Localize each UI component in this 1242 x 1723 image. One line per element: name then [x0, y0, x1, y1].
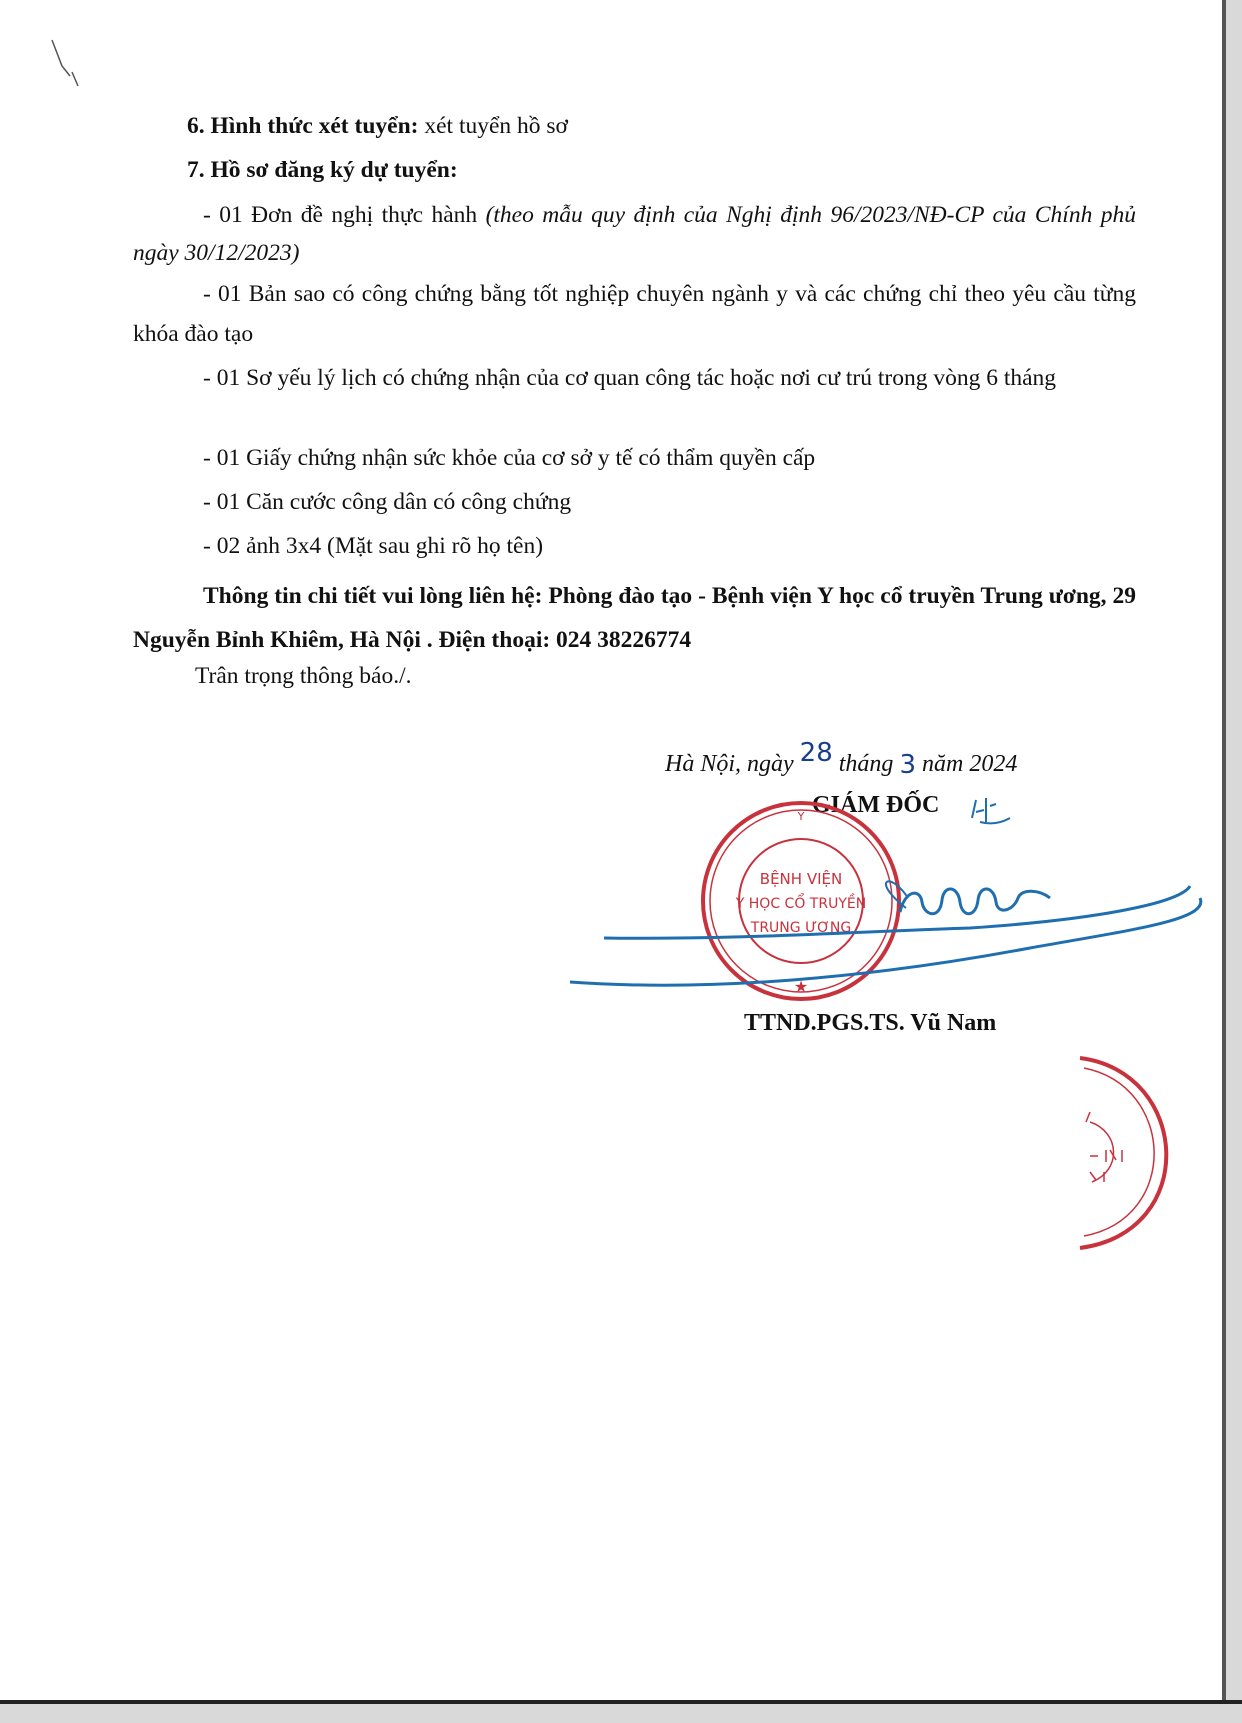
page-right-edge	[1222, 0, 1226, 1700]
signature-title: GIÁM ĐỐC	[812, 792, 940, 818]
document-item-1-text: - 01 Đơn đề nghị thực hành	[203, 202, 486, 228]
svg-text:Y: Y	[797, 810, 805, 823]
partial-seal-stamp	[1070, 1052, 1180, 1252]
date-month-word: tháng	[832, 751, 900, 777]
document-item-1	[133, 196, 1136, 272]
section-6-label: Hình thức xét tuyển:	[210, 113, 419, 139]
stamp-star-icon: ★	[793, 977, 809, 996]
document-item-5: - 01 Căn cước công dân có công chứng	[203, 489, 572, 515]
date-year: năm 2024	[915, 751, 1018, 777]
initials-mark	[966, 792, 1026, 832]
page-bottom-edge	[0, 1700, 1242, 1704]
section-7	[133, 156, 1136, 185]
section-7-label: Hồ sơ đăng ký dự tuyển:	[210, 157, 458, 183]
scan-mark	[48, 36, 88, 106]
signer-name: TTND.PGS.TS. Vũ Nam	[744, 1010, 997, 1036]
closing-line: Trân trọng thông báo./.	[195, 663, 412, 689]
section-7-number: 7.	[187, 157, 205, 183]
section-6-number: 6.	[187, 113, 205, 139]
date-month-handwritten: 3	[899, 750, 916, 780]
stamp-line-2: Y HỌC CỔ TRUYỀN	[735, 896, 867, 912]
stamp-line-3: TRUNG ƯƠNG	[750, 920, 852, 936]
document-item-1-note: (theo mẫu quy định của Nghị định 96/2023/NĐ-CP của Chính phủ ngày 30/12/2023)	[133, 202, 1136, 266]
section-6	[133, 112, 1136, 141]
document-item-4: - 01 Giấy chứng nhận sức khỏe của cơ sở y tế có thẩm quyền cấp	[203, 445, 816, 471]
stamp-line-1: BỆNH VIỆN	[759, 870, 843, 888]
date-day-handwritten: 28	[799, 738, 833, 768]
section-6-value: xét tuyển hồ sơ	[418, 113, 568, 139]
date-line	[665, 738, 1018, 780]
document-item-2: - 01 Bản sao có công chứng bằng tốt nghiệp chuyên ngành y và các chứng chỉ theo yêu cầu từng khóa đào tạo	[133, 281, 1136, 347]
contact-info: Thông tin chi tiết vui lòng liên hệ: Phòng đào tạo - Bệnh viện Y học cổ truyền Trung ương, 29 Nguyễn Bỉnh Khiêm, Hà Nội . Điện thoại: 024 38226774	[133, 583, 1136, 653]
document-item-6: - 02 ảnh 3x4 (Mặt sau ghi rõ họ tên)	[203, 533, 544, 559]
date-prefix: Hà Nội, ngày	[665, 751, 800, 777]
document-item-3: - 01 Sơ yếu lý lịch có chứng nhận của cơ quan công tác hoặc nơi cư trú trong vòng 6 tháng	[203, 365, 1057, 391]
